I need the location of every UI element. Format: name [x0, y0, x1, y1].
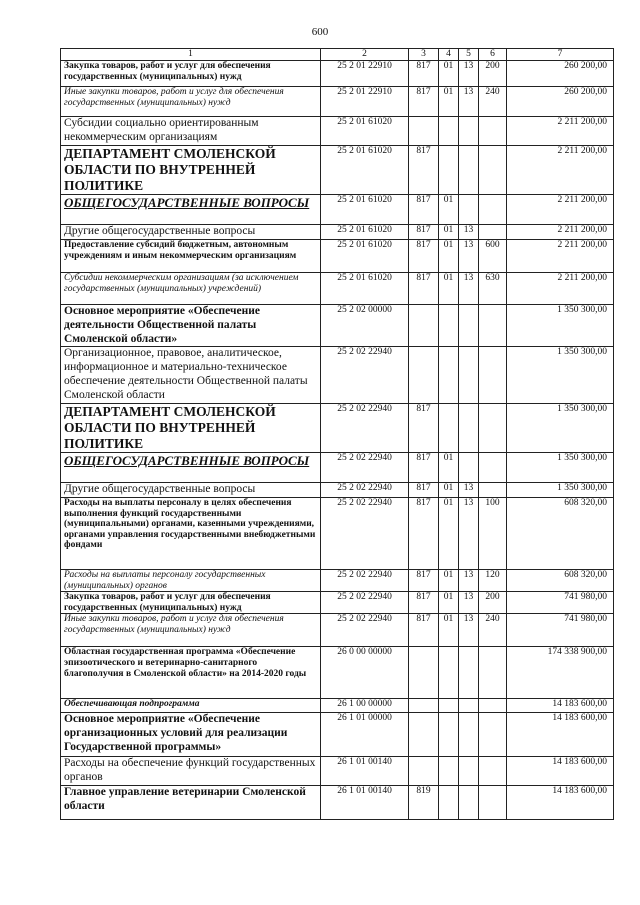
row-name-cell: Главное управление ветеринарии Смоленской области	[61, 785, 321, 819]
subsection-code-cell	[459, 757, 479, 786]
column-header: 7	[507, 49, 614, 61]
column-header: 4	[439, 49, 459, 61]
target-code-cell: 25 2 01 61020	[321, 225, 409, 240]
amount-cell: 741 980,00	[507, 614, 614, 647]
row-name-cell: Основное мероприятие «Обеспечение деятельности Общественной палаты Смоленской области»	[61, 304, 321, 346]
amount-cell: 260 200,00	[507, 61, 614, 87]
subsection-code-cell: 13	[459, 239, 479, 272]
row-name-cell: Иные закупки товаров, работ и услуг для обеспечения государственных (муниципальных) нужд	[61, 87, 321, 117]
expense-type-cell	[479, 225, 507, 240]
column-header: 5	[459, 49, 479, 61]
table-row	[61, 145, 614, 195]
table-row	[61, 195, 614, 225]
expense-type-cell	[479, 453, 507, 483]
row-name-cell: Расходы на обеспечение функций государственных органов	[61, 757, 321, 786]
row-name-cell: Обеспечивающая подпрограмма	[61, 699, 321, 713]
row-name-cell: Закупка товаров, работ и услуг для обеспечения государственных (муниципальных) нужд	[61, 61, 321, 87]
expense-type-cell: 200	[479, 592, 507, 614]
subsection-code-cell: 13	[459, 483, 479, 498]
department-code-cell	[409, 347, 439, 403]
table-row	[61, 117, 614, 146]
table-row	[61, 757, 614, 786]
target-code-cell: 25 2 01 61020	[321, 239, 409, 272]
row-name-cell: Расходы на выплаты персоналу в целях обеспечения выполнения функций государственными (муниципальными) органами, казенными учреждениями, органами управления государственными внебюджетными фондами	[61, 497, 321, 569]
section-code-cell: 01	[439, 87, 459, 117]
table-row	[61, 347, 614, 403]
amount-cell: 2 211 200,00	[507, 272, 614, 304]
department-code-cell: 817	[409, 225, 439, 240]
table-row	[61, 87, 614, 117]
table-row	[61, 483, 614, 498]
row-name-cell: Другие общегосударственные вопросы	[61, 483, 321, 498]
section-code-cell: 01	[439, 592, 459, 614]
table-row	[61, 497, 614, 569]
department-code-cell: 817	[409, 195, 439, 225]
section-code-cell: 01	[439, 272, 459, 304]
section-code-cell	[439, 647, 459, 699]
section-code-cell	[439, 785, 459, 819]
department-code-cell: 817	[409, 453, 439, 483]
table-row	[61, 785, 614, 819]
expense-type-cell	[479, 347, 507, 403]
target-code-cell: 26 1 01 00000	[321, 713, 409, 757]
target-code-cell: 25 2 02 22940	[321, 483, 409, 498]
column-header: 2	[321, 49, 409, 61]
department-code-cell	[409, 117, 439, 146]
department-code-cell	[409, 713, 439, 757]
section-title-text: ОБЩЕГОСУДАРСТВЕННЫЕ ВОПРОСЫ	[64, 453, 310, 469]
subsection-code-cell: 13	[459, 592, 479, 614]
subsection-code-cell	[459, 117, 479, 146]
target-code-cell: 25 2 01 61020	[321, 272, 409, 304]
table-row	[61, 453, 614, 483]
expense-type-cell	[479, 145, 507, 195]
row-name-cell: Другие общегосударственные вопросы	[61, 225, 321, 240]
target-code-cell: 25 2 01 22910	[321, 87, 409, 117]
row-name-cell: Иные закупки товаров, работ и услуг для обеспечения государственных (муниципальных) нужд	[61, 614, 321, 647]
department-code-cell: 817	[409, 592, 439, 614]
section-title-text: ОБЩЕГОСУДАРСТВЕННЫЕ ВОПРОСЫ	[64, 195, 310, 211]
section-code-cell: 01	[439, 497, 459, 569]
amount-cell: 14 183 600,00	[507, 757, 614, 786]
amount-cell: 1 350 300,00	[507, 403, 614, 453]
department-code-cell: 819	[409, 785, 439, 819]
table-row	[61, 699, 614, 713]
amount-cell: 2 211 200,00	[507, 145, 614, 195]
department-code-cell: 817	[409, 403, 439, 453]
target-code-cell: 25 2 02 22940	[321, 497, 409, 569]
target-code-cell: 25 2 02 22940	[321, 592, 409, 614]
department-code-cell: 817	[409, 87, 439, 117]
table-row	[61, 647, 614, 699]
expense-type-cell: 240	[479, 614, 507, 647]
section-code-cell: 01	[439, 569, 459, 591]
amount-cell: 1 350 300,00	[507, 453, 614, 483]
target-code-cell: 25 2 02 22940	[321, 614, 409, 647]
amount-cell: 1 350 300,00	[507, 483, 614, 498]
row-name-cell	[61, 453, 321, 483]
target-code-cell: 25 2 02 22940	[321, 403, 409, 453]
target-code-cell: 25 2 02 00000	[321, 304, 409, 346]
department-code-cell: 817	[409, 61, 439, 87]
section-code-cell: 01	[439, 61, 459, 87]
section-code-cell	[439, 304, 459, 346]
amount-cell: 14 183 600,00	[507, 713, 614, 757]
row-name-cell: Закупка товаров, работ и услуг для обеспечения государственных (муниципальных) нужд	[61, 592, 321, 614]
department-code-cell: 817	[409, 239, 439, 272]
expense-type-cell: 100	[479, 497, 507, 569]
expense-type-cell: 600	[479, 239, 507, 272]
section-code-cell	[439, 117, 459, 146]
table-row	[61, 569, 614, 591]
amount-cell: 2 211 200,00	[507, 225, 614, 240]
column-header: 1	[61, 49, 321, 61]
table-row	[61, 304, 614, 346]
amount-cell: 1 350 300,00	[507, 347, 614, 403]
expense-type-cell	[479, 713, 507, 757]
table-header-row	[61, 49, 614, 61]
department-code-cell	[409, 647, 439, 699]
expense-type-cell: 200	[479, 61, 507, 87]
table-row	[61, 403, 614, 453]
target-code-cell: 26 1 01 00140	[321, 785, 409, 819]
amount-cell: 1 350 300,00	[507, 304, 614, 346]
row-name-cell: Основное мероприятие «Обеспечение организационных условий для реализации Государственной программы»	[61, 713, 321, 757]
target-code-cell: 25 2 02 22940	[321, 453, 409, 483]
table-row	[61, 713, 614, 757]
amount-cell: 608 320,00	[507, 569, 614, 591]
department-code-cell: 817	[409, 497, 439, 569]
department-code-cell: 817	[409, 145, 439, 195]
row-name-cell	[61, 195, 321, 225]
subsection-code-cell	[459, 713, 479, 757]
subsection-code-cell: 13	[459, 272, 479, 304]
expense-type-cell	[479, 699, 507, 713]
subsection-code-cell	[459, 403, 479, 453]
table-row	[61, 61, 614, 87]
table-row	[61, 272, 614, 304]
amount-cell: 14 183 600,00	[507, 699, 614, 713]
section-code-cell	[439, 757, 459, 786]
section-code-cell	[439, 403, 459, 453]
expense-type-cell	[479, 757, 507, 786]
expense-type-cell	[479, 647, 507, 699]
amount-cell: 2 211 200,00	[507, 195, 614, 225]
section-code-cell: 01	[439, 483, 459, 498]
expense-type-cell	[479, 195, 507, 225]
department-code-cell	[409, 757, 439, 786]
subsection-code-cell	[459, 699, 479, 713]
table-body	[61, 61, 614, 820]
expense-type-cell	[479, 403, 507, 453]
row-name-cell: Областная государственная программа «Обеспечение эпизоотического и ветеринарно-санитарного благополучия в Смоленской области» на 2014-2020 годы	[61, 647, 321, 699]
table-row	[61, 592, 614, 614]
row-name-cell: Расходы на выплаты персоналу государственных (муниципальных) органов	[61, 569, 321, 591]
subsection-code-cell: 13	[459, 87, 479, 117]
target-code-cell: 26 0 00 00000	[321, 647, 409, 699]
section-code-cell	[439, 699, 459, 713]
department-code-cell: 817	[409, 483, 439, 498]
row-name-cell: Субсидии некоммерческим организациям (за исключением государственных (муниципальных) учреждений)	[61, 272, 321, 304]
expense-type-cell	[479, 483, 507, 498]
table-row	[61, 225, 614, 240]
subsection-code-cell: 13	[459, 61, 479, 87]
table-row	[61, 614, 614, 647]
row-name-cell: Субсидии социально ориентированным некоммерческим организациям	[61, 117, 321, 146]
section-code-cell: 01	[439, 195, 459, 225]
subsection-code-cell: 13	[459, 225, 479, 240]
subsection-code-cell	[459, 453, 479, 483]
amount-cell: 2 211 200,00	[507, 239, 614, 272]
target-code-cell: 25 2 02 22940	[321, 569, 409, 591]
expense-type-cell	[479, 785, 507, 819]
subsection-code-cell	[459, 304, 479, 346]
section-code-cell	[439, 713, 459, 757]
row-name-cell: ДЕПАРТАМЕНТ СМОЛЕНСКОЙ ОБЛАСТИ ПО ВНУТРЕННЕЙ ПОЛИТИКЕ	[61, 403, 321, 453]
target-code-cell: 26 1 00 00000	[321, 699, 409, 713]
target-code-cell: 26 1 01 00140	[321, 757, 409, 786]
table-row	[61, 239, 614, 272]
expense-type-cell: 240	[479, 87, 507, 117]
subsection-code-cell	[459, 647, 479, 699]
amount-cell: 2 211 200,00	[507, 117, 614, 146]
target-code-cell: 25 2 01 61020	[321, 145, 409, 195]
row-name-cell: ДЕПАРТАМЕНТ СМОЛЕНСКОЙ ОБЛАСТИ ПО ВНУТРЕННЕЙ ПОЛИТИКЕ	[61, 145, 321, 195]
department-code-cell: 817	[409, 569, 439, 591]
subsection-code-cell	[459, 785, 479, 819]
subsection-code-cell	[459, 195, 479, 225]
section-code-cell: 01	[439, 614, 459, 647]
target-code-cell: 25 2 01 22910	[321, 61, 409, 87]
subsection-code-cell	[459, 347, 479, 403]
amount-cell: 608 320,00	[507, 497, 614, 569]
section-code-cell	[439, 145, 459, 195]
row-name-cell: Предоставление субсидий бюджетным, автономным учреждениям и иным некоммерческим организациям	[61, 239, 321, 272]
section-code-cell: 01	[439, 225, 459, 240]
target-code-cell: 25 2 01 61020	[321, 195, 409, 225]
expense-type-cell: 120	[479, 569, 507, 591]
expense-type-cell	[479, 304, 507, 346]
target-code-cell: 25 2 02 22940	[321, 347, 409, 403]
subsection-code-cell: 13	[459, 497, 479, 569]
amount-cell: 260 200,00	[507, 87, 614, 117]
page-number: 600	[311, 26, 329, 38]
section-code-cell	[439, 347, 459, 403]
section-code-cell: 01	[439, 239, 459, 272]
department-code-cell: 817	[409, 614, 439, 647]
department-code-cell	[409, 304, 439, 346]
department-code-cell	[409, 699, 439, 713]
amount-cell: 14 183 600,00	[507, 785, 614, 819]
subsection-code-cell: 13	[459, 614, 479, 647]
expense-type-cell: 630	[479, 272, 507, 304]
expense-type-cell	[479, 117, 507, 146]
section-code-cell: 01	[439, 453, 459, 483]
column-header: 3	[409, 49, 439, 61]
amount-cell: 174 338 900,00	[507, 647, 614, 699]
subsection-code-cell	[459, 145, 479, 195]
column-header: 6	[479, 49, 507, 61]
department-code-cell: 817	[409, 272, 439, 304]
target-code-cell: 25 2 01 61020	[321, 117, 409, 146]
amount-cell: 741 980,00	[507, 592, 614, 614]
subsection-code-cell: 13	[459, 569, 479, 591]
row-name-cell: Организационное, правовое, аналитическое, информационное и материально-техническое обеспечение деятельности Общественной палаты Смоленской области	[61, 347, 321, 403]
budget-table	[60, 48, 614, 820]
